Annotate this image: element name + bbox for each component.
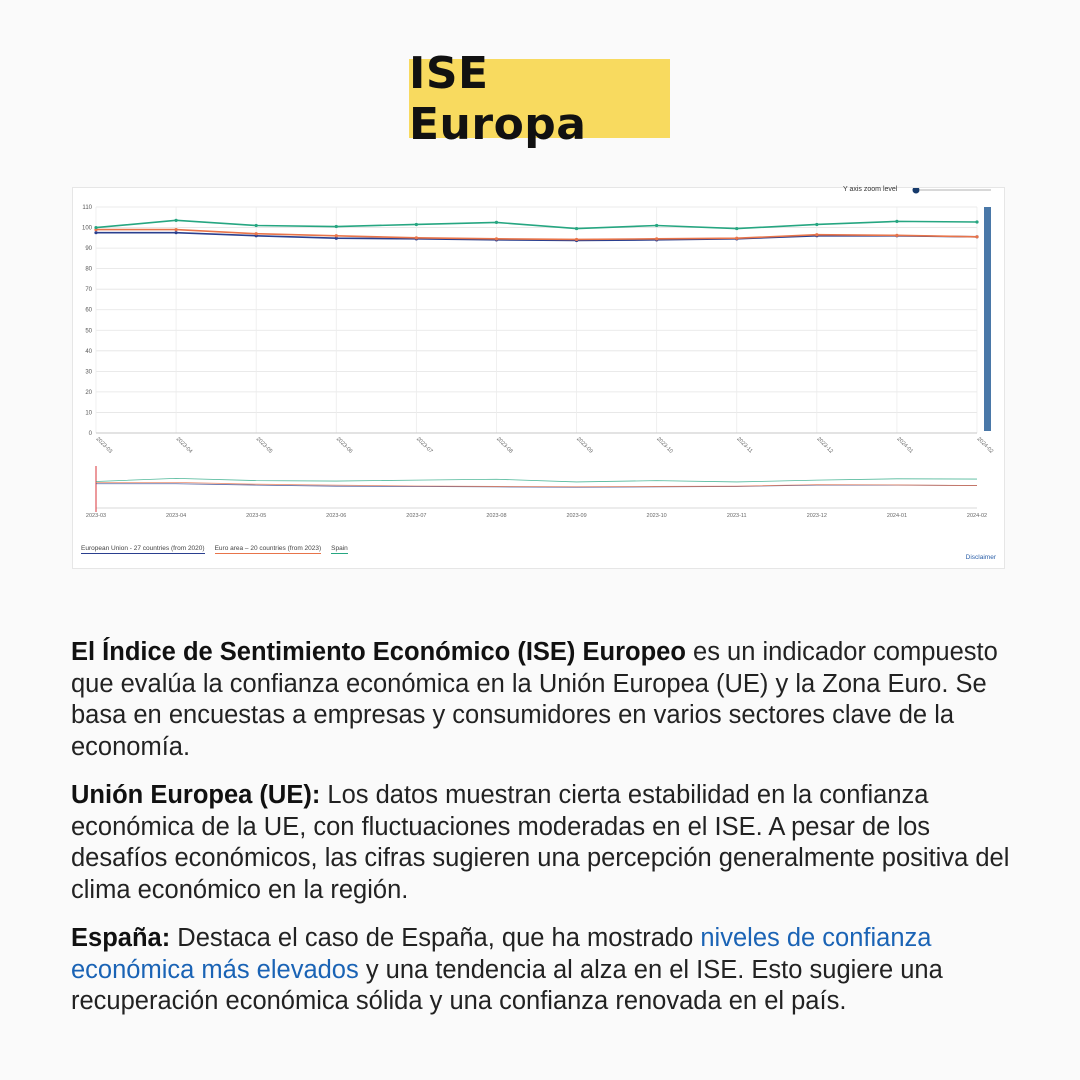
navigator-x-label: 2024-01 [886,513,908,519]
zoom-handle [913,188,920,194]
spain-highlight: niveles de confianza económica más elevados [71,924,932,984]
data-point [174,228,177,231]
x-tick-label: 2024-02 [975,436,995,455]
eu-bold: Unión Europea (UE): [71,781,321,809]
data-point [255,224,258,227]
data-point [895,234,898,237]
navigator-x-label: 2023-08 [486,513,507,519]
data-point [815,233,818,236]
paragraph-intro [71,637,1021,763]
navigator-x-label: 2023-06 [326,513,347,519]
navigator-x-label: 2023-11 [726,513,747,519]
spain-text: Destaca el caso de España, que ha mostrado [170,924,701,952]
line-chart [73,188,1004,568]
navigator-x-label: 2023-05 [246,513,267,519]
y-tick-label: 30 [85,369,92,376]
x-tick-label: 2023-04 [174,436,194,455]
navigator-x-label: 2023-03 [85,513,107,519]
spain-text-end: y una tendencia al alza en el ISE. Esto sugiere una recuperación económica sólida y una confianza renovada en el país. [71,955,943,1015]
y-zoom-scrollbar [984,207,991,431]
data-point [815,223,818,226]
x-tick-label: 2023-07 [414,436,434,455]
intro-text: es un indicador compuesto que evalúa la confianza económica en la Unión Europea (UE) y la Zona Euro. Se basa en encuestas a empresas y consumidores en varios sectores clave de la economía. [71,638,998,761]
article-body [71,637,1021,1035]
data-point [415,223,418,226]
x-tick-label: 2023-11 [735,436,754,455]
data-point [655,237,658,240]
chart-legend [81,545,348,554]
data-point [94,231,97,234]
data-point [415,236,418,239]
data-point [495,221,498,224]
data-point [94,226,97,229]
spain-bold: España: [71,924,171,952]
navigator-x-label: 2024-02 [966,513,988,519]
navigator-series-line [96,478,977,482]
x-tick-label: 2023-03 [94,436,114,455]
data-point [975,220,978,223]
x-tick-label: 2023-08 [495,436,514,455]
eu-text: Los datos muestran cierta estabilidad en la confianza económica de la UE, con fluctuaciones moderadas en el ISE. A pesar de los desafíos económicos, las cifras sugieren una percepción generalmente positiva del clima económico en la región. [71,781,1010,904]
y-tick-label: 10 [85,410,92,417]
page-title: ISE Europa [409,47,587,150]
navigator-x-label: 2023-07 [406,513,427,519]
x-tick-label: 2024-01 [895,436,915,455]
data-point [495,237,498,240]
x-tick-label: 2023-06 [334,436,354,455]
data-point [655,224,658,227]
data-point [174,231,177,234]
y-tick-label: 90 [85,246,92,253]
chart-panel [72,187,1005,569]
zoom-label: Y axis zoom level [843,186,898,193]
navigator-x-label: 2023-10 [646,513,667,519]
data-point [575,238,578,241]
x-tick-label: 2023-05 [254,436,274,455]
disclaimer-link[interactable]: Disclaimer [965,554,996,561]
x-tick-label: 2023-12 [815,436,834,455]
x-tick-label: 2023-09 [575,436,594,455]
data-point [335,225,338,228]
data-point [735,227,738,230]
navigator-x-label: 2023-12 [806,513,827,519]
paragraph-eu [71,780,1021,906]
y-tick-label: 110 [82,205,92,211]
y-tick-label: 70 [85,287,92,294]
legend-item[interactable]: European Union - 27 countries (from 2020) [81,545,205,552]
title-banner [409,47,670,150]
data-point [975,235,978,238]
y-tick-label: 50 [85,328,92,335]
data-point [735,237,738,240]
data-point [575,227,578,230]
navigator-x-label: 2023-04 [165,513,187,519]
y-tick-label: 40 [85,348,92,355]
data-point [895,220,898,223]
legend-item[interactable]: Euro area – 20 countries (from 2023) [214,545,322,552]
data-point [174,219,177,222]
data-point [255,232,258,235]
y-tick-label: 80 [85,266,92,273]
paragraph-spain [71,923,1021,1018]
y-tick-label: 60 [85,307,92,314]
y-tick-label: 100 [81,225,92,232]
y-tick-label: 20 [85,389,92,396]
y-tick-label: 0 [88,431,92,437]
navigator-x-label: 2023-09 [566,513,587,519]
x-tick-label: 2023-10 [655,436,674,455]
legend-item[interactable]: Spain [331,545,348,552]
data-point [335,234,338,237]
intro-bold: El Índice de Sentimiento Económico (ISE) Europeo [71,638,686,666]
